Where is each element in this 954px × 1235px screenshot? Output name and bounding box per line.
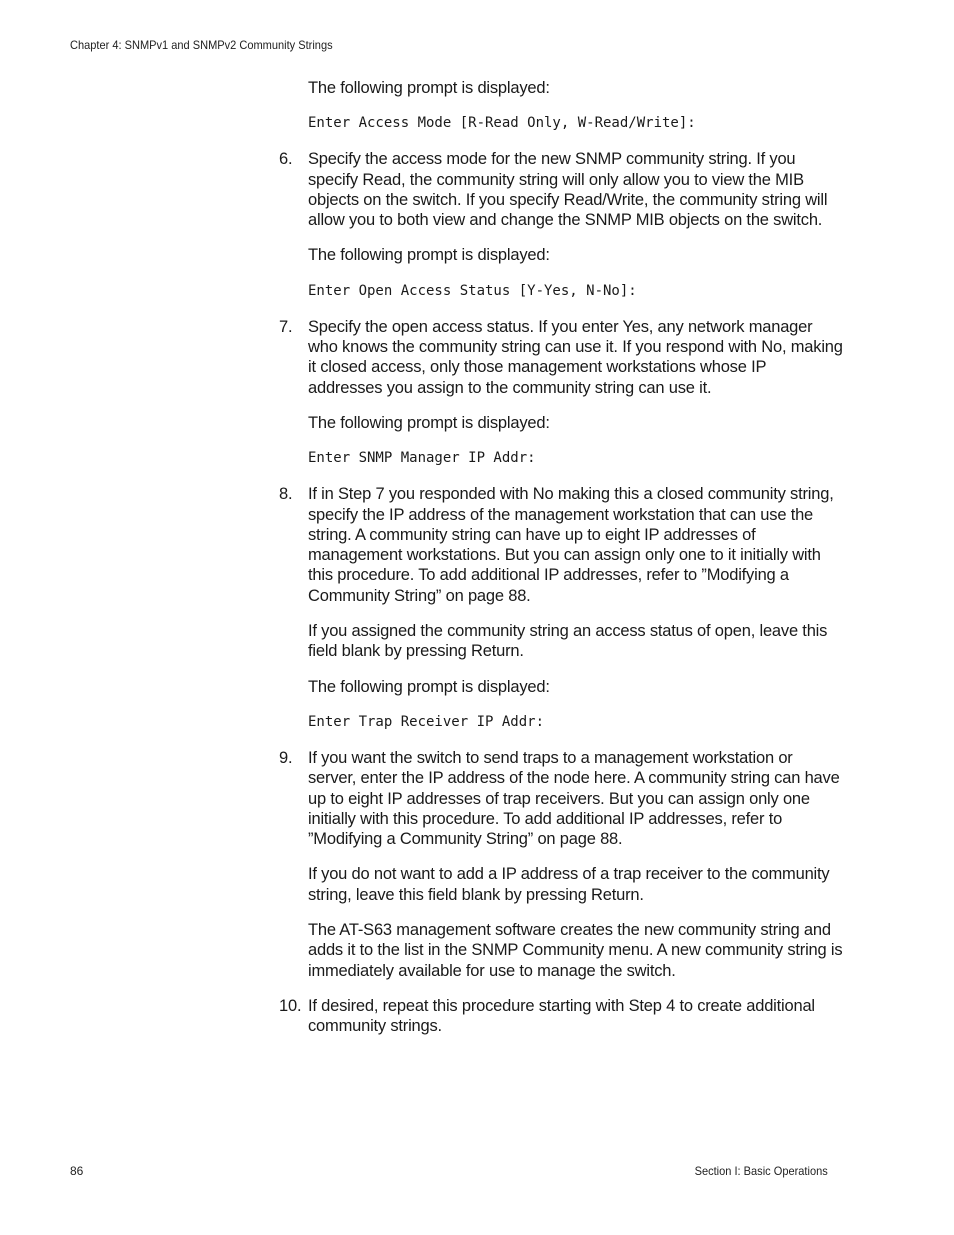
prompt-intro-1: The following prompt is displayed:	[308, 79, 550, 97]
step-text: If you want the switch to send traps to a management workstation or server, enter the IP address of the node here. A community string can have up to eight IP addresses of trap receivers. But you can assign only one initially with this procedure. To add additional IP addresses, refer to ”Modifying a Community String” on page 88.	[308, 748, 840, 849]
code-prompt-trap-receiver: Enter Trap Receiver IP Addr:	[308, 713, 545, 730]
page-number: 86	[70, 1164, 84, 1178]
step-8	[279, 484, 843, 606]
code-prompt-open-access: Enter Open Access Status [Y-Yes, N-No]:	[308, 282, 637, 299]
step-number: 10.	[279, 996, 302, 1015]
step-7	[279, 317, 843, 398]
step-number: 8.	[279, 485, 293, 504]
step-text: If desired, repeat this procedure starting with Step 4 to create additional community strings.	[308, 996, 815, 1036]
note-trap-receiver: If you do not want to add a IP address of a trap receiver to the community string, leave this field blank by pressing Return.	[308, 865, 830, 904]
step-6	[279, 149, 843, 230]
step-text: If in Step 7 you responded with No making this a closed community string, specify the IP address of the management workstation that can use the string. A community string can have up to eight IP addresses of management workstations. But you can assign only one to it initially with this procedure. To add additional IP addresses, refer to ”Modifying a Community String” on page 88.	[308, 485, 834, 605]
step-9	[279, 748, 843, 849]
prompt-intro-3: The following prompt is displayed:	[308, 413, 550, 432]
step-10	[279, 996, 843, 1037]
note-open-access: If you assigned the community string an access status of open, leave this field blank by pressing Return.	[308, 622, 828, 661]
note-creation: The AT-S63 management software creates the new community string and adds it to the list in the SNMP Community menu. A new community string is immediately available for use to manage the switch.	[308, 921, 843, 980]
code-prompt-manager-ip: Enter SNMP Manager IP Addr:	[308, 450, 536, 467]
page-body	[279, 78, 843, 1052]
section-footer: Section I: Basic Operations	[694, 1164, 828, 1178]
step-number: 9.	[279, 748, 293, 767]
step-text: Specify the open access status. If you enter Yes, any network manager who knows the community string can use it. If you respond with No, making it closed access, only those management workstations whose IP addresses you assign to the community string can use it.	[308, 317, 843, 397]
step-text: Specify the access mode for the new SNMP community string. If you specify Read, the community string will only allow you to view the MIB objects on the switch. If you specify Read/Write, the community string will allow you to both view and change the SNMP MIB objects on the switch.	[308, 150, 828, 230]
prompt-intro-4: The following prompt is displayed:	[308, 677, 550, 696]
step-number: 6.	[279, 150, 293, 169]
step-number: 7.	[279, 317, 293, 336]
running-header: Chapter 4: SNMPv1 and SNMPv2 Community Strings	[70, 38, 333, 52]
code-prompt-access-mode: Enter Access Mode [R-Read Only, W-Read/Write]:	[308, 115, 696, 132]
prompt-intro-2: The following prompt is displayed:	[308, 246, 550, 265]
